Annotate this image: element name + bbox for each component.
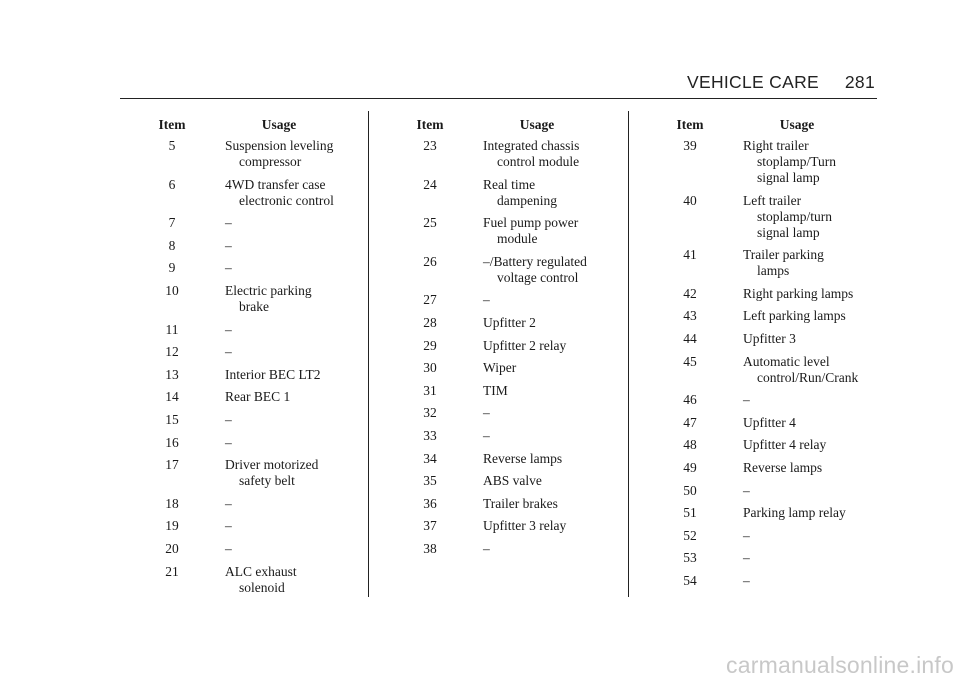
fuse-item-number: 30: [423, 360, 437, 376]
fuse-usage: [194, 215, 353, 231]
fuse-usage-line: Right parking lamps: [743, 285, 854, 301]
fuse-item-number: 8: [168, 237, 176, 253]
fuse-usage: [194, 260, 353, 276]
table-row: [668, 193, 888, 241]
fuse-usage-line: voltage control: [497, 269, 579, 285]
table-row: [150, 367, 370, 383]
fuse-usage: [712, 528, 871, 544]
fuse-usage: [452, 315, 611, 331]
fuse-item-number: 34: [423, 450, 437, 466]
fuse-item-number: 32: [423, 405, 437, 421]
fuse-usage-line: –/Battery regulated: [483, 253, 587, 269]
fuse-usage-line: dampening: [497, 192, 557, 208]
fuse-usage: [452, 541, 611, 557]
fuse-usage: [452, 254, 611, 286]
table-row: [408, 451, 628, 467]
fuse-usage-line: Left parking lamps: [743, 308, 846, 324]
fuse-usage-line: ABS valve: [483, 473, 542, 489]
table-row: [668, 247, 888, 279]
fuse-usage-line: safety belt: [239, 473, 295, 489]
fuse-usage-line: Reverse lamps: [743, 459, 823, 475]
table-row: [150, 322, 370, 338]
table-row: [408, 315, 628, 331]
fuse-usage: [712, 354, 871, 386]
table-row: [408, 338, 628, 354]
fuse-usage: [194, 177, 353, 209]
table-row: [408, 405, 628, 421]
column-divider: [628, 111, 629, 597]
header-item: Item: [158, 117, 186, 132]
fuse-item-number: 7: [168, 215, 176, 231]
fuse-item-number: 43: [683, 308, 697, 324]
fuse-usage: [194, 389, 353, 405]
table-row: [408, 428, 628, 444]
table-row: [408, 473, 628, 489]
table-row: [150, 238, 370, 254]
fuse-usage: [452, 292, 611, 308]
table-row: [668, 415, 888, 431]
fuse-item-number: 53: [683, 550, 697, 566]
table-row: [408, 518, 628, 534]
column-header: [668, 116, 888, 138]
fuse-usage-line: Driver motorized: [225, 457, 319, 473]
fuse-item-number: 54: [683, 572, 697, 588]
column-header: [150, 116, 370, 138]
fuse-usage-line: Upfitter 2: [483, 314, 536, 330]
table-row: [408, 292, 628, 308]
fuse-item-number: 41: [683, 247, 697, 263]
fuse-usage-line: control module: [497, 154, 580, 169]
fuse-usage: [452, 338, 611, 354]
fuse-usage: [194, 496, 353, 512]
fuse-item-number: 9: [168, 260, 176, 276]
fuse-item-number: 19: [165, 518, 179, 534]
fuse-item-number: 51: [683, 505, 697, 521]
fuse-item-number: 39: [683, 138, 697, 153]
section-title: VEHICLE CARE: [687, 72, 819, 92]
fuse-item-number: 24: [423, 176, 437, 192]
fuse-item-number: 45: [683, 353, 697, 369]
fuse-usage-line: –: [483, 427, 490, 443]
header-usage: Usage: [779, 117, 815, 132]
fuse-usage-line: –: [483, 540, 490, 556]
table-row: [668, 308, 888, 324]
fuse-usage-line: –: [225, 518, 232, 534]
table-row: [668, 573, 888, 589]
table-row: [150, 457, 370, 489]
fuse-usage: [712, 193, 871, 241]
table-row: [668, 331, 888, 347]
table-row: [150, 496, 370, 512]
fuse-item-number: 25: [423, 215, 437, 231]
fuse-usage-line: control/Run/Crank: [757, 369, 859, 385]
table-row: [150, 541, 370, 557]
fuse-usage-line: –: [225, 344, 232, 360]
fuse-usage: [712, 308, 871, 324]
fuse-usage-line: Electric parking: [225, 282, 312, 298]
table-row: [668, 354, 888, 386]
fuse-usage: [452, 215, 611, 247]
fuse-usage: [712, 247, 871, 279]
fuse-usage-line: –: [225, 321, 232, 337]
table-row: [150, 389, 370, 405]
fuse-usage: [452, 428, 611, 444]
table-row: [150, 260, 370, 276]
fuse-item-number: 18: [165, 495, 179, 511]
fuse-item-number: 26: [423, 253, 437, 269]
table-row: [150, 564, 370, 596]
fuse-usage-line: –: [743, 572, 750, 588]
fuse-usage-line: Trailer brakes: [483, 495, 558, 511]
fuse-usage-line: Real time: [483, 176, 536, 192]
table-row: [668, 392, 888, 408]
fuse-item-number: 21: [165, 563, 179, 579]
fuse-usage: [194, 412, 353, 428]
fuse-usage: [194, 518, 353, 534]
fuse-usage-line: –: [225, 215, 232, 231]
fuse-usage-line: Upfitter 3: [743, 330, 796, 346]
table-row: [150, 412, 370, 428]
fuse-usage-line: Reverse lamps: [483, 450, 563, 466]
fuse-item-number: 15: [165, 411, 179, 427]
fuse-usage-line: Upfitter 4 relay: [743, 437, 827, 453]
fuse-usage-line: Trailer parking: [743, 247, 824, 263]
fuse-table-column-3: [668, 116, 888, 596]
fuse-usage: [452, 496, 611, 512]
fuse-item-number: 46: [683, 392, 697, 408]
table-row: [668, 483, 888, 499]
fuse-item-number: 11: [165, 321, 179, 337]
fuse-usage-line: Upfitter 2 relay: [483, 337, 567, 353]
fuse-usage-line: –: [483, 405, 490, 421]
table-row: [408, 360, 628, 376]
fuse-usage: [452, 518, 611, 534]
fuse-usage-line: Parking lamp relay: [743, 505, 846, 521]
fuse-usage-line: ALC exhaust: [225, 563, 297, 579]
fuse-usage-line: –: [483, 292, 490, 308]
table-row: [668, 437, 888, 453]
fuse-usage: [194, 344, 353, 360]
header-item: Item: [416, 117, 444, 132]
fuse-usage: [452, 405, 611, 421]
fuse-item-number: 44: [683, 330, 697, 346]
fuse-usage-line: stoplamp/Turn: [757, 154, 837, 169]
fuse-item-number: 37: [423, 518, 437, 534]
fuse-item-number: 5: [168, 138, 176, 153]
header-item: Item: [676, 117, 704, 132]
fuse-usage-line: stoplamp/turn: [757, 208, 832, 224]
table-row: [408, 138, 628, 170]
fuse-usage-line: –: [225, 411, 232, 427]
fuse-usage: [194, 238, 353, 254]
fuse-usage: [452, 360, 611, 376]
fuse-item-number: 36: [423, 495, 437, 511]
fuse-table-column-2: [408, 116, 628, 564]
fuse-usage: [194, 435, 353, 451]
table-row: [408, 254, 628, 286]
fuse-usage-line: Upfitter 4: [743, 414, 796, 430]
fuse-usage: [712, 415, 871, 431]
table-row: [668, 550, 888, 566]
fuse-usage-line: Right trailer: [743, 138, 809, 153]
fuse-item-number: 42: [683, 285, 697, 301]
fuse-item-number: 52: [683, 527, 697, 543]
page-number: 281: [844, 72, 875, 92]
fuse-usage-line: module: [497, 231, 538, 247]
fuse-item-number: 38: [423, 540, 437, 556]
page-header: [120, 68, 877, 99]
fuse-usage-line: TIM: [483, 382, 508, 398]
fuse-item-number: 47: [683, 414, 697, 430]
fuse-item-number: 27: [423, 292, 437, 308]
fuse-usage: [452, 383, 611, 399]
table-row: [668, 138, 888, 186]
fuse-item-number: 16: [165, 434, 179, 450]
table-row: [668, 505, 888, 521]
table-row: [408, 541, 628, 557]
fuse-item-number: 6: [168, 176, 176, 192]
fuse-item-number: 17: [165, 457, 179, 473]
fuse-usage-line: Wiper: [483, 360, 517, 376]
fuse-usage-line: Upfitter 3 relay: [483, 518, 567, 534]
fuse-usage-line: –: [743, 482, 750, 498]
fuse-item-number: 29: [423, 337, 437, 353]
watermark: carmanualsonline.info: [726, 652, 954, 678]
fuse-usage: [712, 437, 871, 453]
fuse-usage-line: –: [743, 392, 750, 408]
fuse-usage-line: Suspension leveling: [225, 138, 334, 153]
fuse-usage: [194, 541, 353, 557]
fuse-usage-line: –: [743, 550, 750, 566]
fuse-usage-line: Automatic level: [743, 353, 830, 369]
table-row: [150, 435, 370, 451]
fuse-usage: [194, 322, 353, 338]
fuse-usage-line: brake: [239, 298, 269, 314]
table-row: [150, 283, 370, 315]
fuse-usage: [452, 451, 611, 467]
fuse-usage-line: –: [743, 527, 750, 543]
fuse-usage-line: –: [225, 434, 232, 450]
fuse-item-number: 12: [165, 344, 179, 360]
fuse-item-number: 13: [165, 366, 179, 382]
header-usage: Usage: [519, 117, 555, 132]
fuse-usage-line: compressor: [239, 154, 302, 169]
fuse-item-number: 33: [423, 427, 437, 443]
fuse-item-number: 40: [683, 192, 697, 208]
fuse-usage-line: signal lamp: [757, 224, 820, 240]
fuse-usage-line: –: [225, 540, 232, 556]
table-row: [150, 177, 370, 209]
fuse-usage: [194, 283, 353, 315]
fuse-usage-line: 4WD transfer case: [225, 176, 326, 192]
fuse-usage-line: signal lamp: [757, 170, 820, 185]
fuse-usage: [194, 564, 353, 596]
fuse-usage: [194, 457, 353, 489]
fuse-usage: [712, 573, 871, 589]
fuse-item-number: 35: [423, 473, 437, 489]
fuse-usage: [452, 138, 611, 170]
fuse-usage-line: solenoid: [239, 579, 285, 595]
fuse-usage: [712, 392, 871, 408]
table-row: [668, 528, 888, 544]
fuse-item-number: 23: [423, 138, 437, 153]
fuse-usage: [452, 177, 611, 209]
header-usage: Usage: [261, 117, 297, 132]
fuse-item-number: 48: [683, 437, 697, 453]
fuse-item-number: 14: [165, 389, 179, 405]
fuse-usage-line: –: [225, 260, 232, 276]
fuse-usage-line: lamps: [757, 263, 790, 279]
table-row: [408, 496, 628, 512]
table-row: [408, 215, 628, 247]
fuse-usage-line: Left trailer: [743, 192, 802, 208]
fuse-usage-line: Fuel pump power: [483, 215, 579, 231]
fuse-usage-line: Integrated chassis: [483, 138, 580, 153]
fuse-usage: [712, 550, 871, 566]
table-row: [668, 286, 888, 302]
table-row: [150, 344, 370, 360]
fuse-usage-line: Rear BEC 1: [225, 389, 291, 405]
fuse-usage-line: –: [225, 495, 232, 511]
fuse-item-number: 49: [683, 459, 697, 475]
fuse-usage: [194, 138, 353, 170]
fuse-usage: [712, 138, 871, 186]
fuse-usage: [712, 331, 871, 347]
fuse-item-number: 31: [423, 382, 437, 398]
table-row: [150, 518, 370, 534]
fuse-usage-line: –: [225, 237, 232, 253]
fuse-usage: [712, 460, 871, 476]
fuse-item-number: 10: [165, 282, 179, 298]
fuse-usage: [712, 286, 871, 302]
fuse-usage: [452, 473, 611, 489]
fuse-usage: [712, 505, 871, 521]
fuse-usage: [712, 483, 871, 499]
fuse-usage-line: electronic control: [239, 192, 334, 208]
table-row: [150, 138, 370, 170]
table-row: [150, 215, 370, 231]
column-header: [408, 116, 628, 138]
fuse-usage: [194, 367, 353, 383]
fuse-item-number: 50: [683, 482, 697, 498]
fuse-table-column-1: [150, 116, 370, 602]
fuse-item-number: 28: [423, 314, 437, 330]
fuse-usage-line: Interior BEC LT2: [225, 366, 321, 382]
table-row: [408, 383, 628, 399]
fuse-item-number: 20: [165, 540, 179, 556]
table-row: [408, 177, 628, 209]
table-row: [668, 460, 888, 476]
